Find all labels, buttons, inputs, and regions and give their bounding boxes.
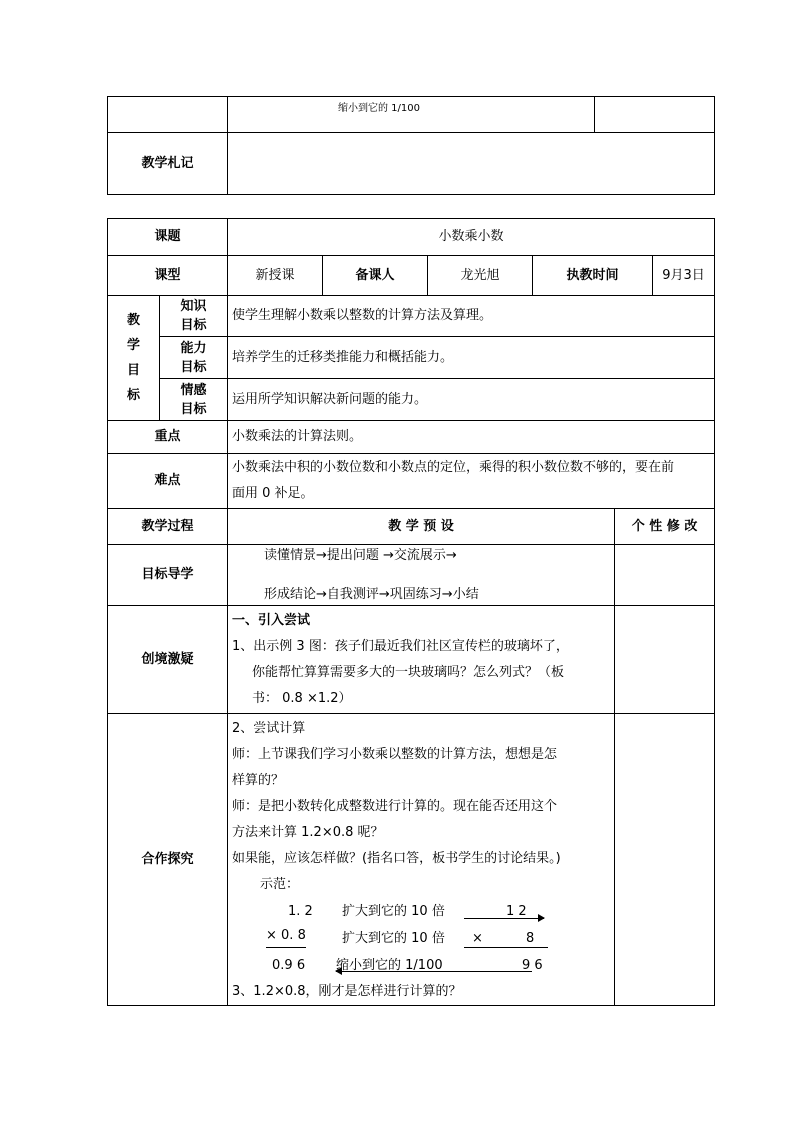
goals-label bbox=[108, 296, 160, 421]
modify-label: 个 性 修 改 bbox=[615, 509, 715, 545]
notes-content bbox=[228, 133, 715, 195]
calc-left: 0.9 6 bbox=[272, 958, 306, 973]
difficulty-label: 难点 bbox=[108, 454, 228, 509]
calc-left: × 0. 8 bbox=[266, 925, 306, 948]
empty-cell bbox=[595, 97, 715, 133]
preparer-value: 龙光旭 bbox=[428, 256, 533, 296]
type-value: 新授课 bbox=[228, 256, 323, 296]
goal-label-knowledge bbox=[160, 296, 228, 337]
calc-row-2 bbox=[232, 925, 610, 952]
calc-left: 1. 2 bbox=[288, 904, 313, 919]
inspire-heading: 一、引入尝试 bbox=[232, 612, 311, 628]
preparer-label: 备课人 bbox=[323, 256, 428, 296]
inspire-line: 1、出示例 3 图：孩子们最近我们社区宣传栏的玻璃坏了， bbox=[232, 638, 569, 654]
coop-line: 师：是把小数转化成整数进行计算的。现在能否还用这个 bbox=[232, 799, 558, 814]
time-label: 执教时间 bbox=[533, 256, 653, 296]
calc-mid: 扩大到它的 10 倍 bbox=[342, 904, 445, 919]
coop-line: 3、1.2×0.8，刚才是怎样进行计算的？ bbox=[232, 984, 462, 999]
left-arrow-icon bbox=[336, 971, 532, 972]
goal-text-knowledge: 使学生理解小数乘以整数的计算方法及算理。 bbox=[228, 296, 715, 337]
process-label: 教学过程 bbox=[108, 509, 228, 545]
key-label: 重点 bbox=[108, 421, 228, 454]
topic-label: 课题 bbox=[108, 219, 228, 256]
goal-label-emotion bbox=[160, 379, 228, 421]
goal-text-ability: 培养学生的迁移类推能力和概括能力。 bbox=[228, 337, 715, 379]
coop-line: 样算的？ bbox=[232, 773, 285, 788]
goal-label-line: 情感 bbox=[180, 382, 207, 398]
type-label: 课型 bbox=[108, 256, 228, 296]
key-value: 小数乘法的计算法则。 bbox=[228, 421, 715, 454]
difficulty-value bbox=[228, 454, 715, 509]
calc-x: × bbox=[472, 931, 483, 946]
goals-char: 教 bbox=[126, 313, 140, 328]
coop-line: 方法来计算 1.2×0.8 呢？ bbox=[232, 825, 384, 840]
coop-line: 2、尝试计算 bbox=[232, 721, 306, 736]
fragment-text: 缩小到它的 1/100 bbox=[338, 103, 420, 114]
calc-row-3 bbox=[232, 952, 610, 979]
goals-char: 学 bbox=[126, 338, 140, 353]
guide-label: 目标导学 bbox=[108, 545, 228, 606]
difficulty-line: 小数乘法中积的小数位数和小数点的定位，乘得的积小数位数不够的，要在前 bbox=[232, 460, 675, 475]
goal-label-line: 目标 bbox=[180, 401, 207, 417]
inspire-label: 创境激疑 bbox=[108, 606, 228, 714]
coop-line: 如果能，应该怎样做？(指名口答，板书学生的讨论结果。) bbox=[232, 851, 561, 866]
time-value: 9月3日 bbox=[653, 256, 715, 296]
calc-mid: 缩小到它的 1/100 bbox=[336, 958, 443, 973]
inspire-line: 书： 0.8 ×1.2） bbox=[252, 690, 352, 706]
empty-cell bbox=[108, 97, 228, 133]
right-arrow-icon bbox=[464, 918, 544, 919]
calc-row-1 bbox=[232, 898, 610, 925]
guide-line: 读懂情景→提出问题 →交流展示→ bbox=[264, 547, 457, 563]
goal-text-emotion: 运用所学知识解决新问题的能力。 bbox=[228, 379, 715, 421]
calc-right: 1 2 bbox=[506, 904, 527, 919]
goals-char: 标 bbox=[126, 388, 140, 403]
calc-mid: 扩大到它的 10 倍 bbox=[342, 931, 445, 946]
coop-label: 合作探究 bbox=[108, 714, 228, 1006]
guide-line: 形成结论→自我测评→巩固练习→小结 bbox=[264, 586, 479, 602]
carry-over-fragment bbox=[228, 97, 595, 133]
inspire-modify bbox=[615, 606, 715, 714]
guide-modify bbox=[615, 545, 715, 606]
inspire-content bbox=[228, 606, 615, 714]
goal-label-line: 目标 bbox=[180, 318, 207, 333]
difficulty-line: 面用 0 补足。 bbox=[232, 486, 314, 501]
lesson-plan-table bbox=[107, 218, 715, 1006]
notes-table bbox=[107, 96, 715, 195]
goal-label-ability bbox=[160, 337, 228, 379]
coop-content bbox=[228, 714, 615, 1006]
design-label: 教 学 预 设 bbox=[228, 509, 615, 545]
underline bbox=[464, 947, 548, 948]
demo-label: 示范： bbox=[260, 877, 300, 892]
goal-label-line: 知识 bbox=[180, 299, 207, 314]
notes-label: 教学札记 bbox=[108, 133, 228, 195]
coop-line: 师：上节课我们学习小数乘以整数的计算方法，想想是怎 bbox=[232, 747, 558, 762]
coop-modify bbox=[615, 714, 715, 1006]
inspire-line: 你能帮忙算算需要多大的一块玻璃吗？怎么列式？（板 bbox=[252, 664, 565, 680]
goals-char: 目 bbox=[126, 363, 140, 378]
calc-right: 8 bbox=[526, 931, 535, 946]
goal-label-line: 能力 bbox=[180, 340, 207, 356]
goal-label-line: 目标 bbox=[180, 359, 207, 375]
guide-content bbox=[228, 545, 615, 606]
topic-value: 小数乘小数 bbox=[228, 219, 715, 256]
calc-right: 9 6 bbox=[522, 958, 543, 973]
